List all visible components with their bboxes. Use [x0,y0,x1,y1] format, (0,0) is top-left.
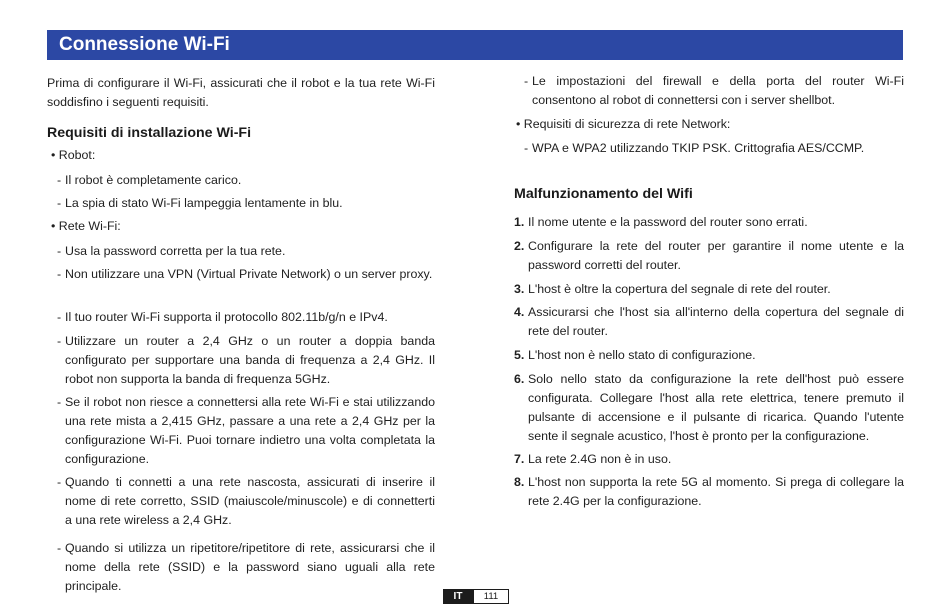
intro-paragraph: Prima di configurare il Wi-Fi, assicurati che il robot e la tua rete Wi-Fi soddisfino i seguenti requisiti. [47,76,435,109]
list-item: 1. Il nome utente e la password del router sono errati. [514,215,808,229]
list-item: - Il tuo router Wi-Fi supporta il protocollo 802.11b/g/n e IPv4. [57,310,388,324]
list-item: - WPA e WPA2 utilizzando TKIP PSK. Crittografia AES/CCMP. [524,141,865,155]
list-item: 5. L'host non è nello stato di configurazione. [514,348,756,362]
malfunction-heading: Malfunzionamento del Wifi [514,186,693,202]
security-label: Requisiti di sicurezza di rete Network: [523,117,731,131]
list-item: - Utilizzare un router a 2,4 GHz o un router a doppia banda configurato per supportare una banda di frequenza a 2,4 GHz. Il robot non supporta la banda di frequenza 5GHz. [57,334,435,386]
page-footer [443,589,509,604]
list-item: - Non utilizzare una VPN (Virtual Private Network) o un server proxy. [57,267,433,281]
list-item: - Se il robot non riesce a connettersi alla rete Wi-Fi e stai utilizzando una rete mista a 2,415 GHz, passare a una rete a 2,4 GHz per la configurazione Wi-Fi. Puoi tornare indietro una volta completata la configurazione. [57,395,435,466]
list-item: - Quando ti connetti a una rete nascosta, assicurati di inserire il nome di rete corretto, SSID (maiuscole/minuscole) e di connetterti a una rete wireless a 2,4 GHz. [57,475,435,527]
page-title: Connessione Wi-Fi [59,34,230,55]
robot-bullet: • Robot: [51,148,96,162]
list-item: - Usa la password corretta per la tua rete. [57,244,286,258]
list-item: - Le impostazioni del firewall e della porta del router Wi-Fi consentono al robot di connettersi con i server shellbot. [524,74,904,107]
list-item: 2. Configurare la rete del router per garantire il nome utente e la password corretti del router. [514,239,904,272]
list-item: - La spia di stato Wi-Fi lampeggia lentamente in blu. [57,196,343,210]
robot-label: Robot: [58,148,96,162]
wifi-label: Rete Wi-Fi: [58,219,121,233]
list-item: - Quando si utilizza un ripetitore/ripetitore di rete, assicurarsi che il nome della rete (SSID) e la password siano uguali alla rete principale. [57,541,435,593]
page-number: 111 [473,589,509,604]
list-item: 4. Assicurarsi che l'host sia all'interno della copertura del segnale di rete del router. [514,305,904,338]
security-bullet: • Requisiti di sicurezza di rete Network: [516,117,731,131]
wifi-bullet: • Rete Wi-Fi: [51,219,121,233]
title-banner [47,30,903,60]
list-item: - Il robot è completamente carico. [57,173,242,187]
installation-requirements-heading: Requisiti di installazione Wi-Fi [47,125,252,141]
list-item: 6. Solo nello stato da configurazione la rete dell'host può essere configurata. Collegare l'host alla rete elettrica, tenere premuto il pulsante di accensione e il pulsante di ricarica. Quando l'utente sente il segnale acustico, l'host è pronto per la configurazione. [514,372,904,443]
language-badge: IT [443,589,473,604]
list-item: 8. L'host non supporta la rete 5G al momento. Si prega di collegare la rete 2.4G per la configurazione. [514,475,904,508]
list-item: 7. La rete 2.4G non è in uso. [514,452,672,466]
list-item: 3. L'host è oltre la copertura del segnale di rete del router. [514,282,831,296]
